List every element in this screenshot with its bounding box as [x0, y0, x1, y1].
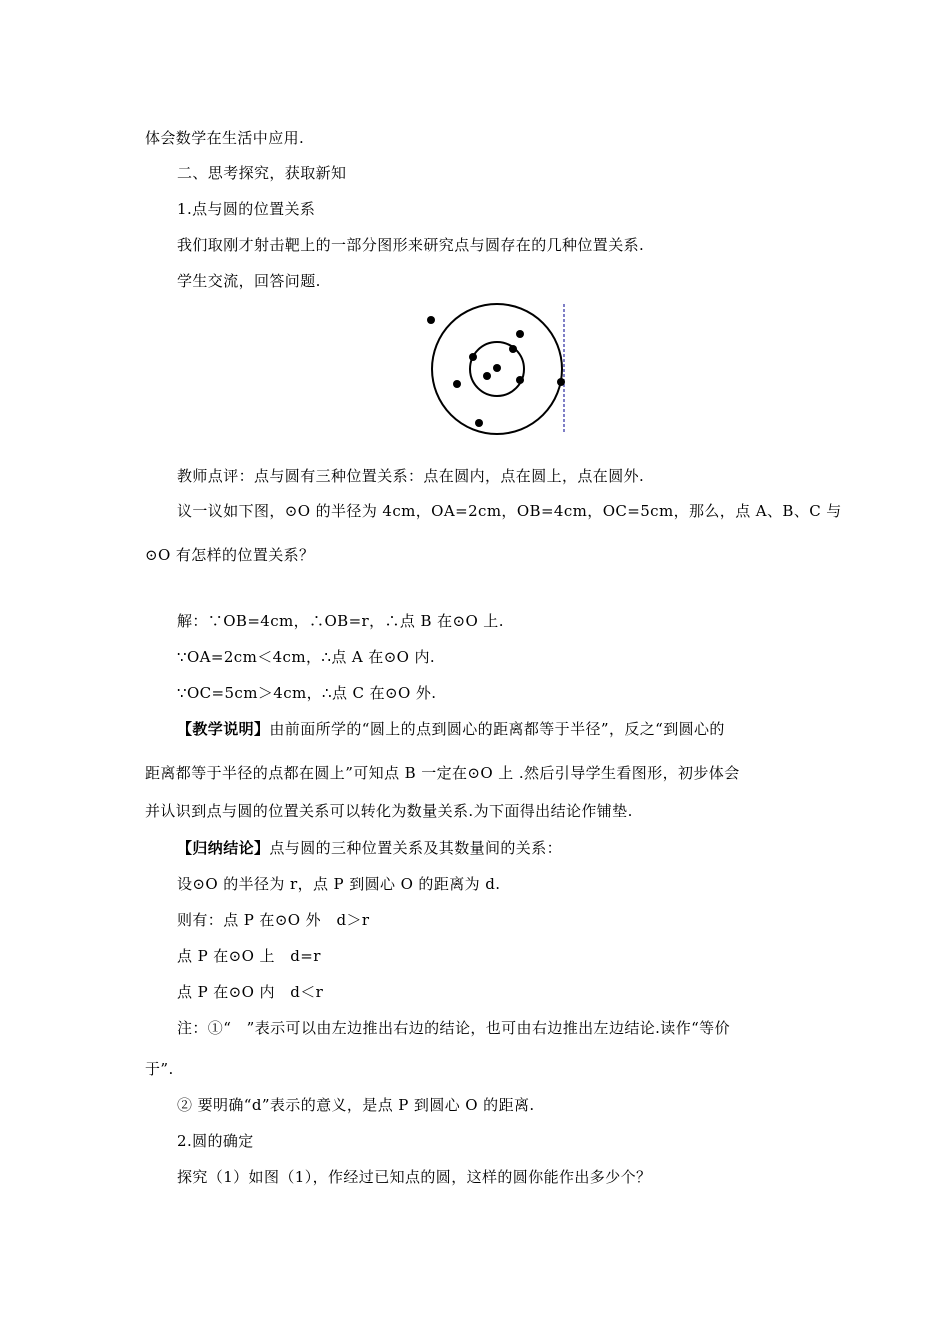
teaching-note-line-1 [177, 719, 725, 739]
point [453, 380, 461, 388]
point [483, 372, 491, 380]
text-line-intro: 我们取刚才射击靶上的一部分图形来研究点与圆存在的几种位置关系. [177, 236, 645, 254]
solution-line-2: ∵OA=2cm＜4cm，∴点 A 在⊙O 内. [177, 648, 436, 666]
teaching-note-line-3: 并认识到点与圆的位置关系可以转化为数量关系.为下面得出结论作铺垫. [145, 802, 633, 820]
teaching-note-label: 【教学说明】 [177, 720, 270, 738]
discussion-line-1: 议一议如下图，⊙O 的半径为 4cm，OA=2cm，OB=4cm，OC=5cm，那么，点 A、B、C 与 [177, 502, 842, 520]
text-line-students: 学生交流，回答问题. [177, 272, 321, 290]
teaching-note-line-2: 距离都等于半径的点都在圆上”可知点 B 一定在⊙O 上 .然后引导学生看图形，初步体会 [145, 764, 740, 782]
conclusion-text: 点与圆的三种位置关系及其数量间的关系： [269, 839, 563, 857]
section-heading: 二、思考探究，获取新知 [177, 164, 347, 182]
relation-on: 点 P 在⊙O 上 d=r [177, 947, 321, 965]
note-line-3: ② 要明确“d”表示的意义，是点 P 到圆心 O 的距离. [177, 1096, 535, 1114]
conclusion-label: 【归纳结论】 [177, 839, 270, 857]
solution-line-3: ∵OC=5cm＞4cm，∴点 C 在⊙O 外. [177, 684, 437, 702]
subsection-heading-1: 1.点与圆的位置关系 [177, 200, 316, 218]
point [516, 330, 524, 338]
target-figure [420, 298, 580, 440]
subsection-heading-2: 2.圆的确定 [177, 1132, 254, 1150]
solution-line-1: 解：∵OB=4cm，∴OB=r，∴点 B 在⊙O 上. [177, 612, 504, 630]
teacher-comment: 教师点评：点与圆有三种位置关系：点在圆内，点在圆上，点在圆外. [177, 467, 645, 485]
point [475, 419, 483, 427]
point [493, 364, 501, 372]
point [516, 376, 524, 384]
point [557, 378, 565, 386]
exploration-line: 探究（1）如图（1），作经过已知点的圆，这样的圆你能作出多少个？ [177, 1168, 652, 1186]
point [469, 353, 477, 361]
relation-inside: 点 P 在⊙O 内 d＜r [177, 983, 324, 1001]
point [509, 345, 517, 353]
note-line-2: 于”. [145, 1060, 174, 1078]
point [427, 316, 435, 324]
conclusion-line [177, 838, 562, 858]
text-line-1: 体会数学在生活中应用. [145, 129, 305, 147]
note-line-1: 注：①“ ”表示可以由左边推出右边的结论，也可由右边推出左边结论.读作“等价 [177, 1019, 730, 1037]
definition-line: 设⊙O 的半径为 r，点 P 到圆心 O 的距离为 d. [177, 875, 501, 893]
teaching-note-text: 由前面所学的“圆上的点到圆心的距离都等于半径”，反之“到圆心的 [269, 720, 725, 738]
discussion-line-2: ⊙O 有怎样的位置关系？ [145, 546, 315, 564]
relation-outside: 则有：点 P 在⊙O 外 d＞r [177, 911, 370, 929]
